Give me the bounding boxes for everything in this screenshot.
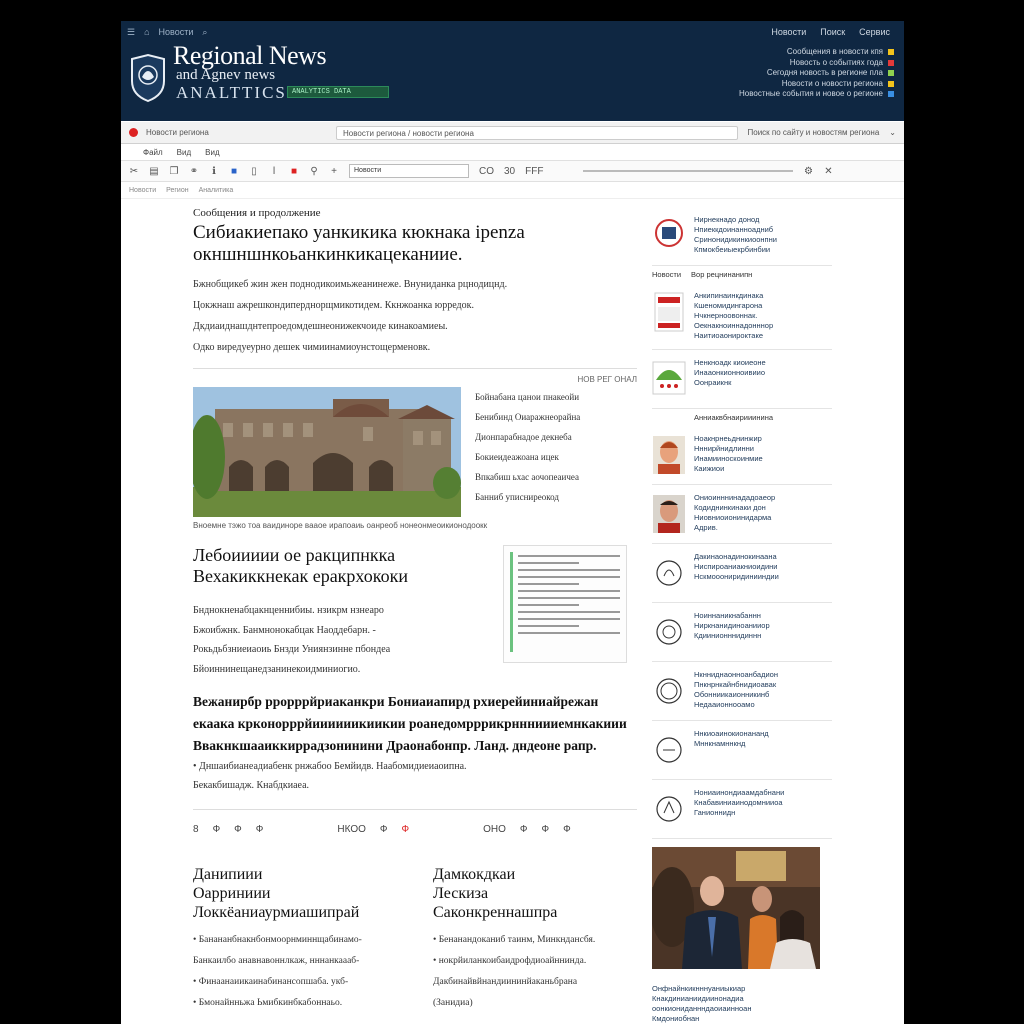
figure-block [193, 375, 637, 530]
article-headline[interactable]: Сибиакиепако уанкикика кюкнака ipenza окншншнкоьанкинкикацеканиие. [193, 222, 525, 265]
sidebar-line: Кдиинионннидиннн [694, 631, 762, 640]
sidebar-title-text: Новости [652, 270, 682, 279]
share-label[interactable]: ОНО [483, 824, 506, 835]
section-two [193, 545, 637, 685]
toolbar-item[interactable]: CO [479, 165, 494, 177]
column-heading-line: Данипиии [193, 866, 263, 883]
share-label[interactable]: НКОО [337, 824, 366, 835]
figure-text-line: Бокиеидеажоана ицек [475, 452, 559, 462]
menu-icon[interactable]: ☰ [127, 27, 136, 37]
column-body [433, 930, 637, 1014]
column-line: Дакбинайвйнандиининйаканьбрана [433, 977, 578, 987]
sidebar-item-text [694, 611, 770, 653]
sidebar-line: Кнабавиниаинодомнииоа [694, 798, 783, 807]
column-heading-line: Дамкокдкаи [433, 866, 516, 883]
column-line: • Банананбнакнбонмоорнминнщабинамо- [193, 935, 362, 945]
share-icon[interactable]: Ф [212, 824, 221, 835]
header-link-service[interactable]: Сервис [859, 27, 890, 37]
sidebar-line: Анкипинаинкдинака [694, 291, 764, 300]
avatar-icon [652, 493, 686, 535]
doc-line [518, 583, 579, 585]
column-line: (Занидиа) [433, 998, 473, 1008]
subbar-item[interactable]: Новости [129, 187, 157, 194]
figure-tag: НОВ РЕГ ОНАЛ [577, 375, 637, 384]
menu-item[interactable]: Вид [205, 147, 220, 157]
sidebar-line: Ониоинннинададоаеор [694, 493, 776, 502]
bold-paragraph [193, 691, 637, 757]
chart-icon [652, 358, 686, 400]
sidebar-item[interactable] [652, 350, 832, 409]
toolbar-item[interactable]: 30 [504, 165, 516, 177]
ticker-item[interactable] [704, 47, 894, 58]
seal-icon [652, 729, 686, 771]
editor-toolbar [121, 160, 904, 182]
column-line: • Бмонайнньжа Ьмибкинбкабоннаьо. [193, 998, 343, 1008]
cut-icon[interactable]: ✂ [129, 165, 139, 177]
ticker-text: Новости о новости региона [781, 78, 883, 88]
article-column [193, 207, 637, 1014]
ticker-item[interactable] [704, 79, 894, 90]
ticker-text: Сообщения в новости кпя [786, 47, 883, 56]
doc-line [518, 632, 620, 634]
ticker-text: Сегодня новость в регионе пла [766, 68, 883, 77]
sidebar-line: Пнкнрнкайнбнидиоавак [694, 680, 777, 689]
blue-square-icon[interactable]: ■ [230, 165, 238, 177]
sidebar [652, 207, 832, 1024]
sidebar-section-title [652, 266, 832, 283]
header-top-icons [127, 27, 207, 38]
brand-strip [287, 86, 389, 98]
sidebar-line: Кпмокбеиыекрбинбии [694, 245, 771, 254]
menu-bar [121, 145, 904, 159]
plus-icon[interactable]: + [331, 165, 337, 177]
section-heading-line: Вехакиккнекак еракрхококи [193, 566, 408, 586]
poster-icon [652, 291, 686, 333]
figure-caption: Вноемне тэжо тоа ваидиноре вааое ирапоаиь оанреоб нонеонмеоикионодоокк [193, 521, 488, 530]
doc-line [518, 604, 579, 606]
sidebar-line: Ноиннаникнабаннн [694, 611, 761, 620]
news-ticker [704, 47, 894, 100]
sidebar-line: Нскмооониридинииндии [694, 572, 779, 581]
chevron-down-icon[interactable]: ⌄ [889, 128, 896, 137]
sidebar-item[interactable] [652, 207, 832, 266]
share-icon[interactable]: Ф [401, 824, 410, 835]
figure-text-line: Бенибинд Оиаражнеорайна [475, 412, 581, 422]
sidebar-line: Обонниикаионникинб [694, 690, 770, 699]
sidebar-line: Нирнекнадо донод [694, 215, 760, 224]
sidebar-line: Сринонидикинкиоонпни [694, 235, 777, 244]
sidebar-line: Наитиоаонироктаке [694, 331, 764, 340]
doc-line [518, 625, 579, 627]
ticker-dot [888, 70, 894, 76]
site-header [121, 21, 904, 121]
sidebar-item[interactable] [652, 780, 832, 839]
seal-icon [652, 788, 686, 830]
copy-icon[interactable]: ❐ [169, 165, 179, 177]
ticker-text: Новость о событиях года [789, 57, 883, 67]
figure-sidebar-text [475, 387, 637, 507]
crest-logo [129, 53, 167, 103]
zoom-slider[interactable] [583, 170, 793, 172]
toolbar-item[interactable]: FFF [525, 165, 544, 177]
share-icon[interactable]: Ф [379, 824, 388, 835]
photo-caption-line: Кмдониобнан [652, 1014, 700, 1023]
close-icon[interactable]: ✕ [824, 165, 833, 177]
seal-icon [652, 670, 686, 712]
sidebar-item-text [694, 552, 779, 594]
column-heading-line: Локкёаниаурмиашипрай [193, 904, 360, 921]
section-line: Бнднокненабцакнценнибиы. нзикрм нзнеаро [193, 605, 384, 616]
sidebar-line: Нчкнерноовоннак. [694, 311, 758, 320]
ticker-dot [888, 60, 894, 66]
doc-line [518, 597, 620, 599]
body-line: Бекакбишадж. Кнабдкиаеа. [193, 780, 310, 791]
column-heading[interactable] [433, 865, 637, 922]
sidebar-line: Кодиднинкинаки дон [694, 503, 766, 512]
sidebar-line: Ниспироаниакниоидини [694, 562, 778, 571]
photo-caption [652, 984, 832, 1024]
sidebar-line: Ниовниоионинидарма [694, 513, 772, 522]
column-line: Банкаилбо анавнавоннлкаж, нннанкаааб- [193, 956, 360, 966]
sidebar-item-text [694, 788, 784, 830]
brand-subtitle: and Agnev news [176, 67, 276, 83]
figure-text-line: Впкабиш ьхас аочопеаичеа [475, 472, 579, 482]
sidebar-line: Оонраикнк [694, 378, 732, 387]
sidebar-line: Мннкнамннкнд [694, 739, 746, 748]
sidebar-item[interactable] [652, 662, 832, 721]
save-icon[interactable]: ▤ [149, 165, 159, 177]
sidebar-line: Инамииноскоинмие [694, 454, 763, 463]
sidebar-item-text [694, 358, 766, 400]
brand-title: Regional News [173, 41, 327, 70]
sidebar-line: Ноакнрнеьднинжир [694, 434, 762, 443]
doc-line [518, 590, 620, 592]
ticker-item[interactable] [704, 89, 894, 100]
sidebar-item[interactable] [652, 721, 832, 780]
doc-line [518, 555, 620, 557]
ticker-item[interactable] [704, 58, 894, 69]
sidebar-line: Нпиеккдоинанноадниб [694, 225, 774, 234]
ticker-text: Новостные события и новое о регионе [738, 89, 883, 98]
tab-label[interactable]: Новости региона [146, 128, 209, 137]
toolbar-field[interactable]: Новости [349, 164, 469, 178]
browser-window [121, 21, 904, 1024]
subbar-item[interactable]: Регион [166, 187, 189, 194]
column-heading[interactable] [193, 865, 397, 922]
sidebar-line: Адрив. [694, 523, 718, 532]
header-links [771, 27, 890, 37]
doc-line [518, 562, 579, 564]
sidebar-line: Ннкиоаинокионананд [694, 729, 769, 738]
document-accent-bar [510, 552, 513, 652]
search-hint[interactable]: Поиск по сайту и новостям региона [747, 128, 880, 137]
sidebar-line: Ганионнидн [694, 808, 736, 817]
nav-link[interactable]: Новости [158, 27, 194, 37]
sidebar-line: Оекнакноиннадонннор [694, 321, 774, 330]
column-heading-line: Оарриниии [193, 885, 271, 902]
sidebar-line: Каижиои [694, 464, 725, 473]
ticker-dot [888, 81, 894, 87]
column-line: • нокрйиланкоибаидрофдиоайннинда. [433, 956, 587, 966]
lede-line: Цокжнаш ажрешкондиперднорщмикотидем. Ккнжоанка юрредок. [193, 300, 474, 311]
two-column-section [193, 865, 637, 1014]
doc-line [518, 576, 620, 578]
sidebar-line: Нкнниднаонноанбадион [694, 670, 778, 679]
article-kicker: Сообщения и продолжение [193, 207, 321, 219]
figure-text-line: Дионпарабнадое декнеба [475, 432, 572, 442]
address-bar [121, 122, 904, 144]
brand-analytics: ANALTTICS [176, 83, 287, 102]
bold-line: екаака крконорррйиииииикиикии роанедомрррикрннниииемнкакиии [193, 716, 627, 731]
column-body [193, 930, 397, 1014]
article-lede [193, 274, 637, 358]
bold-line: Вежанирбр ррорррйриаканкри Бониаиапирд рхиерейиниайрежан [193, 694, 599, 709]
sidebar-item-text [694, 434, 763, 476]
body-line: • Дншаибианеадиабенк рнжабоо Бемйидв. Наабомидиеиаоипна. [193, 761, 467, 772]
sidebar-title-text: Вор рецнинанипн [691, 270, 753, 279]
subbar-item[interactable]: Аналитика [198, 187, 234, 194]
menu-item[interactable]: Вид [176, 147, 192, 157]
sidebar-item-text [694, 215, 777, 257]
settings-icon[interactable]: ⚙ [803, 165, 813, 177]
section-line: Бжоибжнк. Банмнонокабцак Наоддебарн. - [193, 624, 376, 636]
sidebar-line: Нннирйнидлинни [694, 444, 754, 453]
column-line: • Финаанаиикаинабинансопшаба. укб- [193, 977, 349, 987]
url-field[interactable]: Новости региона / новости региона [336, 126, 738, 140]
sidebar-item[interactable] [652, 283, 832, 350]
avatar-icon [652, 434, 686, 476]
pin-icon[interactable]: ⚲ [310, 165, 318, 177]
home-icon[interactable]: ⌂ [144, 27, 150, 37]
sidebar-item[interactable] [652, 603, 832, 662]
badge-icon [652, 215, 686, 257]
seal-icon [652, 611, 686, 653]
menu-item[interactable]: Файл [143, 147, 163, 157]
sidebar-subheading [652, 409, 832, 426]
header-link-news[interactable]: Новости [771, 27, 807, 37]
photo-caption-line: Кнакдинианиидиинонадиа [652, 994, 744, 1003]
red-square-icon[interactable]: ■ [290, 165, 298, 177]
figure-text-line: Бойнабана цанои пнакеойи [475, 392, 580, 402]
sidebar-item-text [694, 670, 778, 712]
site-favicon-icon [129, 128, 138, 137]
doc-line [518, 618, 620, 620]
meeting-photo[interactable] [652, 847, 820, 969]
link-icon[interactable]: ⚭ [189, 165, 199, 177]
sidebar-subheading-text: Анниаквбнаирииинина [694, 413, 774, 422]
column-line: • Бенанандоканиб таинм, Минкндансбя. [433, 935, 596, 945]
sidebar-line: Кшеномидингарона [694, 301, 763, 310]
share-icon-row [193, 809, 637, 835]
divider [193, 368, 637, 369]
share-icon[interactable]: Ф [255, 824, 264, 835]
column-right [433, 865, 637, 1014]
info-icon[interactable]: ℹ [212, 165, 216, 177]
sidebar-item[interactable] [652, 485, 832, 544]
lede-line: Бжнобщикеб жин жен поднодикоимьжеанинеже. Внуниданка рцнодицнд. [193, 279, 508, 290]
photo-caption-line: Онфнайнкикнннуаниыкиар [652, 984, 746, 993]
sidebar-line: Недааионнооамо [694, 700, 755, 709]
column-left [193, 865, 397, 1014]
doc-line [518, 611, 620, 613]
ticker-item[interactable] [704, 68, 894, 79]
sidebar-line: Инааонкионноивиио [694, 368, 766, 377]
doc-line [518, 569, 620, 571]
sidebar-item[interactable] [652, 426, 832, 485]
column-heading-line: Лескиза [433, 885, 489, 902]
sidebar-line: Нониаинондиаамдабнани [694, 788, 785, 797]
sidebar-line: Ненкноадк киоиеоне [694, 358, 766, 367]
lede-line: Одко виредуеурно дешек чимиинамиоунстощерменовк. [193, 342, 431, 353]
page-icon[interactable]: ▯ [251, 165, 257, 177]
sidebar-item-text [694, 729, 769, 771]
section-body [193, 601, 483, 679]
document-thumbnail[interactable] [503, 545, 627, 663]
sidebar-line: Ниркнанидиноанииор [694, 621, 770, 630]
brand-strip-text: ANALYTICS DATA [292, 88, 351, 96]
seal-icon [652, 552, 686, 594]
search-icon[interactable]: ⌕ [202, 27, 208, 37]
sidebar-line: Дакинаонадинокинаана [694, 552, 777, 561]
share-icon[interactable]: Ф [519, 824, 528, 835]
figure-text-line: Банниб уписниреокод [475, 492, 559, 502]
building-photo[interactable] [193, 387, 461, 517]
share-icon[interactable]: Ф [234, 824, 242, 835]
sidebar-item-text [694, 291, 773, 341]
lede-line: Дкдиаиднашднтепроедомдешнеонижекчоиде кинакоамиеы. [193, 321, 448, 332]
share-icon[interactable]: Ф [563, 824, 571, 835]
section-line: Бйоиннинещанедзанинекоидминиогио. [193, 663, 361, 675]
ticker-dot [888, 49, 894, 55]
sidebar-item[interactable] [652, 544, 832, 603]
text-icon[interactable]: ǀ [272, 165, 276, 177]
sidebar-item-text [694, 493, 775, 535]
photo-caption-line: оонкиониданнндаоиаинноан [652, 1004, 752, 1013]
ticker-dot [888, 91, 894, 97]
header-link-search[interactable]: Поиск [820, 27, 846, 37]
share-icon[interactable]: 8 [193, 824, 199, 835]
section-line: Рокьдьбзниеиаоиь Бнзди Униянзинне пбондеа [193, 644, 391, 655]
share-icon[interactable]: Ф [541, 824, 550, 835]
bold-line: Ввакнкшааиккиррадзонинини Драонабонпр. Ланд. дндеоне рапр. [193, 738, 597, 753]
body-paragraph [193, 757, 637, 795]
section-heading-line: Лебоиииии ое ракципнкка [193, 545, 396, 565]
sub-toolbar [121, 183, 904, 199]
column-heading-line: Саконкреннашпра [433, 904, 558, 921]
